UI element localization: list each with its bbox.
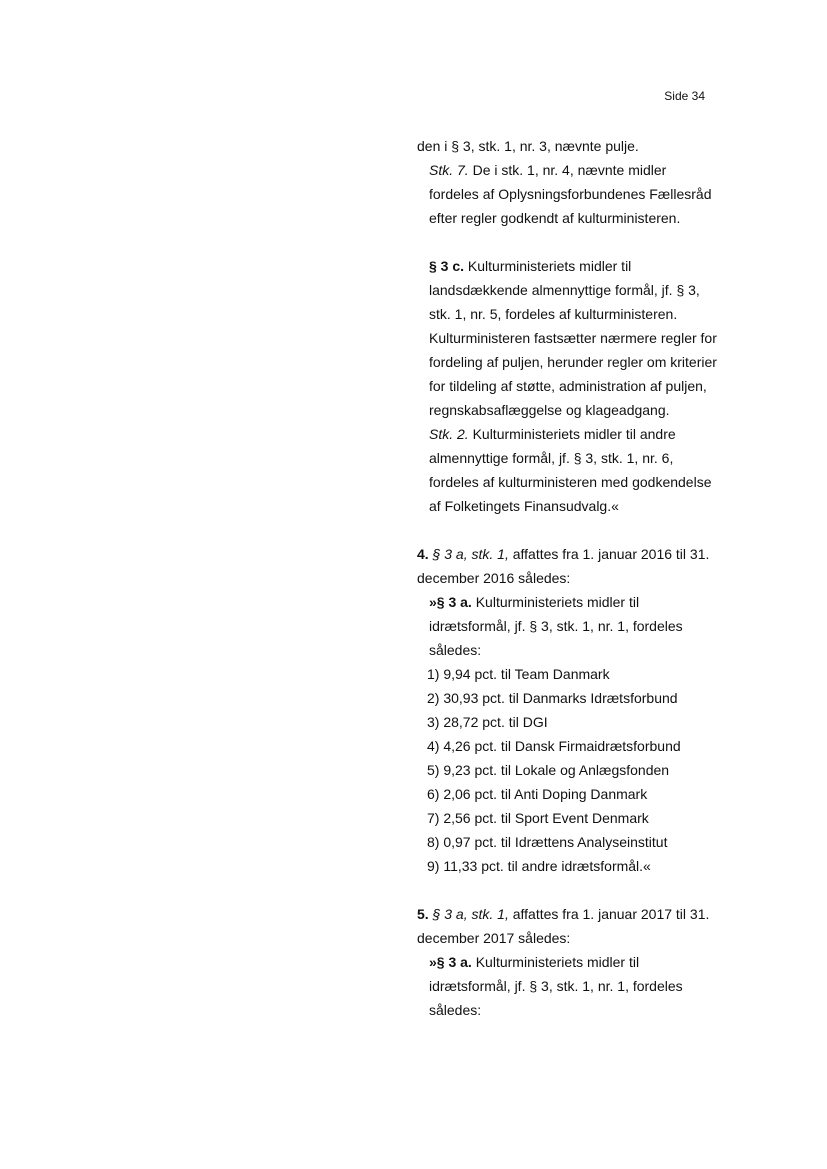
amendment-item-4 <box>417 542 717 590</box>
item4-ref: § 3 a, stk. 1, <box>432 546 509 562</box>
section-3c-text: Kulturministeriets midler til landsdækkende almennyttige formål, jf. § 3, stk. 1, nr. 5, fordeles af kulturministeren. Kulturministeren fastsætter nærmere regler for fordeling af puljen, herunder regler om kriterier for tildeling af støtte, administration af puljen, regnskabsaflæggelse og klageadgang. <box>429 258 717 418</box>
list-item: 9) 11,33 pct. til andre idrætsformål.« <box>427 858 651 874</box>
list-item: 5) 9,23 pct. til Lokale og Anlægsfonden <box>427 762 670 778</box>
stk7-text: De i stk. 1, nr. 4, nævnte midler fordeles af Oplysningsforbundenes Fællesråd efter regler godkendt af kulturministeren. <box>429 162 712 226</box>
list-item: 3) 28,72 pct. til DGI <box>427 714 548 730</box>
item4-text: affattes fra 1. januar 2016 til 31. december 2016 således: <box>417 546 710 586</box>
list-item: 2) 30,93 pct. til Danmarks Idrætsforbund <box>427 690 678 706</box>
text-column <box>417 134 717 1022</box>
item4-quote-text: Kulturministeriets midler til idrætsformål, jf. § 3, stk. 1, nr. 1, fordeles således: <box>429 594 683 658</box>
list-item: 4) 4,26 pct. til Dansk Firmaidrætsforbund <box>427 738 681 754</box>
list-item: 8) 0,97 pct. til Idrættens Analyseinstitut <box>427 834 668 850</box>
paragraph-3c-stk2 <box>417 422 717 518</box>
item5-number: 5. <box>417 906 429 922</box>
stk7-label: Stk. 7. <box>429 162 469 178</box>
item4-quote <box>417 590 717 662</box>
stk2-text: Kulturministeriets midler til andre almennyttige formål, jf. § 3, stk. 1, nr. 6, fordeles af kulturministeren med godkendelse af Folketingets Finansudvalg.« <box>429 426 712 514</box>
list-item: 1) 9,94 pct. til Team Danmark <box>427 666 610 682</box>
item4-quote-heading: »§ 3 a. <box>429 594 472 610</box>
amendment-item-5 <box>417 902 717 950</box>
list-item: 6) 2,06 pct. til Anti Doping Danmark <box>427 786 648 802</box>
stk2-label: Stk. 2. <box>429 426 469 442</box>
item5-text: affattes fra 1. januar 2017 til 31. december 2017 således: <box>417 906 710 946</box>
paragraph-stk7 <box>417 158 717 230</box>
allocation-list <box>417 662 717 878</box>
list-item: 7) 2,56 pct. til Sport Event Denmark <box>427 810 649 826</box>
paragraph-continuation: den i § 3, stk. 1, nr. 3, nævnte pulje. <box>417 138 639 154</box>
paragraph-section-3c <box>417 254 717 422</box>
item5-ref: § 3 a, stk. 1, <box>432 906 509 922</box>
item5-quote-text: Kulturministeriets midler til idrætsformål, jf. § 3, stk. 1, nr. 1, fordeles således: <box>429 954 683 1018</box>
item5-quote <box>417 950 717 1022</box>
item5-quote-heading: »§ 3 a. <box>429 954 472 970</box>
section-3c-heading: § 3 c. <box>429 258 465 274</box>
item4-number: 4. <box>417 546 429 562</box>
page-number: Side 34 <box>664 89 705 103</box>
